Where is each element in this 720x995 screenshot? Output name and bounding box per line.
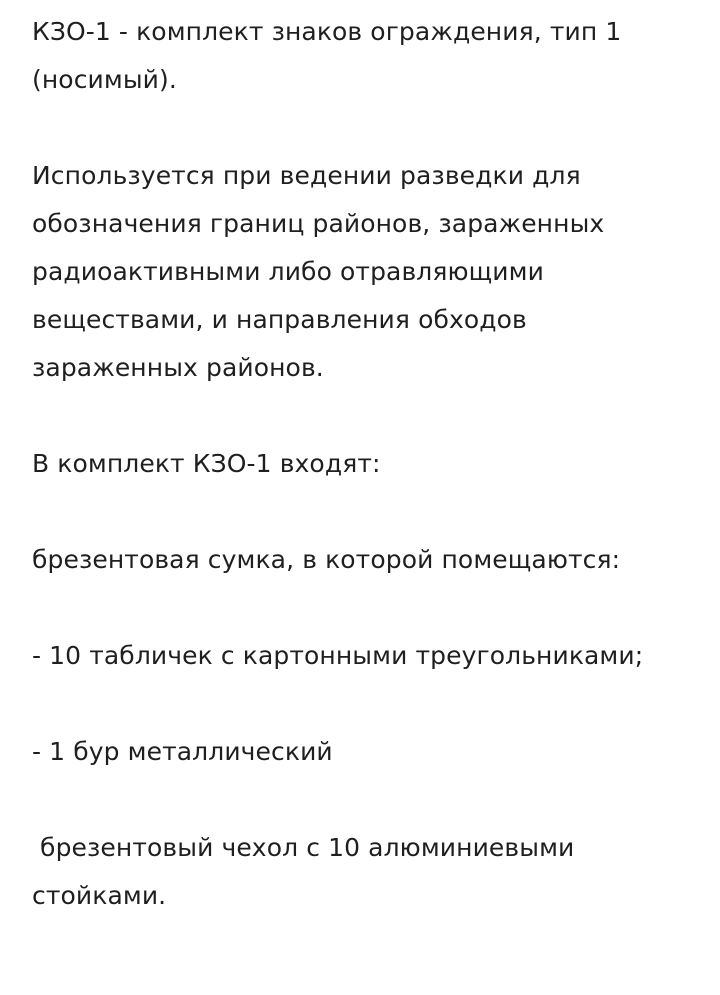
list-item-plates: - 10 табличек с картонными треугольниками; xyxy=(32,641,644,670)
paragraph-title: КЗО-1 - комплект знаков ограждения, тип 1 (носимый). xyxy=(32,17,630,94)
paragraph-usage: Используется при ведении разведки для обозначения границ районов, зараженных радиоактивными либо отравляющими веществами, и направления обходов зараженных районов. xyxy=(32,161,613,382)
paragraph-kit-contents-heading: В комплект КЗО-1 входят: xyxy=(32,449,381,478)
paragraph-bag: брезентовая сумка, в которой помещаются: xyxy=(32,545,621,574)
document-body xyxy=(32,8,692,920)
paragraph-cover: брезентовый чехол с 10 алюминиевыми стойками. xyxy=(32,833,583,910)
list-item-drill: - 1 бур металлический xyxy=(32,737,333,766)
